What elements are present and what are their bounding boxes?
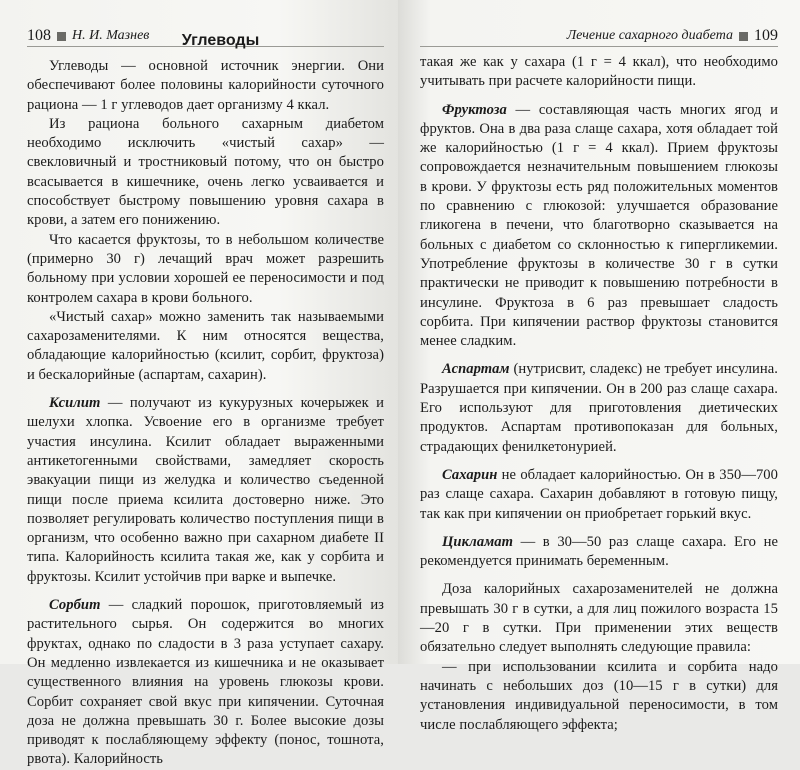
- paragraph: [420, 658, 778, 735]
- paragraph-text: — в 30—50 раз слаще сахара. Его не рекомендуется принимать беременным.: [420, 533, 778, 570]
- paragraph-text: (нутрисвит, сладекс) не требует инсулина. Разрушается при кипячении. Он в 200 раз слаще сахара. Его используют для приготовления диетических продуктов. Аспартам противопоказан для больных, страдающих фенилкетонурией.: [420, 361, 778, 455]
- term: Цикламат: [442, 533, 513, 550]
- paragraph: [420, 533, 778, 572]
- paragraph-text: — при использовании ксилита и сорбита надо начинать с небольших доз (10—15 г в сутки) для установления индивидуальной переносимости, в том числе послабляющего эффекта;: [420, 658, 778, 733]
- left-page: [0, 0, 398, 768]
- paragraph: [27, 57, 384, 115]
- paragraph-text: — получают из кукурузных кочерыжек и шелухи хлопка. Усвоение его в организме требует участия инсулина. Ксилит обладает выраженными антикетогенными свойствами, замедляет скорость эвакуации пищи из желудка и количество съеденной пищи после приема ксилита достоверно ниже. Это позволяет регулировать количество поступления пищи в организм, что особенно важно при сахарном диабете II типа. Калорийность ксилита такая же, как у сорбита и фруктозы. Ксилит устойчив при варке и выпечке.: [27, 395, 384, 585]
- paragraph: [27, 115, 384, 231]
- paragraph: [420, 360, 778, 456]
- paragraph: [420, 466, 778, 524]
- section-title: Углеводы: [181, 32, 260, 49]
- left-page-number: 108: [27, 27, 51, 44]
- term: Сорбит: [49, 597, 101, 614]
- paragraph-text: — сладкий порошок, приготовляемый из растительного сырья. Он содержится во многих фруктах, однако по сладости в 3 раза уступает сахару. Он медленно извлекается из кишечника и не оказывает существенного влияния на уровень глюкозы крови. Сорбит сохраняет свой вкус при кипячении. Суточная доза не должна превышать 30 г. Более высокие дозы приводят к послабляющему эффекту (понос, тошнота, рвота). Калорийность: [27, 597, 384, 768]
- term: Ксилит: [49, 395, 101, 412]
- paragraph: [27, 394, 384, 587]
- paragraph-text: — составляющая часть многих ягод и фруктов. Она в два раза слаще сахара, хотя обладает той же калорийностью (1 г = 4 ккал). Прием фруктозы сопровождается незначительным повышением глюкозы в крови. У фруктозы есть ряд положительных моментов по сравнению с глюкозой: улучшается образование гликогена в печени, что благотворно сказывается на больных с диабетом со склонностью к гипергликемии. Употребление фруктозы в количестве 30 г в сутки практически не приводит к повышению потребности в инсулине. Фруктоза в 6 раз превышает сладость сорбита. При кипячении раствор фруктозы становится менее сладким.: [420, 101, 778, 350]
- paragraph: [27, 596, 384, 770]
- left-running-title: Н. И. Мазнев: [72, 28, 150, 43]
- left-page-body: [27, 57, 384, 770]
- paragraph-text: Доза калорийных сахарозаменителей не должна превышать 30 г в сутки, а для лиц пожилого возраста 15—20 г в сутки. При применении этих веществ обязательно следует выполнять следующие правила:: [420, 581, 778, 656]
- paragraph-text: такая же как у сахара (1 г = 4 ккал), что необходимо учитывать при расчете калорийности пищи.: [420, 54, 778, 90]
- right-page-number: 109: [754, 27, 778, 44]
- paragraph: [27, 308, 384, 385]
- paragraph: [27, 231, 384, 308]
- paragraph-text: «Чистый сахар» можно заменить так называемыми сахарозаменителями. К ним относятся вещества, обладающие калорийностью (ксилит, сорбит, фруктоза) и бескалорийные (аспартам, сахарин).: [27, 308, 384, 383]
- paragraph: [420, 580, 778, 657]
- paragraph-text: Углеводы — основной источник энергии. Они обеспечивают более половины калорийности суточного рациона — 1 г углеводов дает организму 4 ккал.: [27, 58, 384, 113]
- term: Сахарин: [442, 466, 498, 483]
- right-running-title: Лечение сахарного диабета: [566, 28, 733, 43]
- right-running-head: [420, 26, 778, 47]
- paragraph: [420, 53, 778, 92]
- square-ornament-icon: [739, 32, 748, 41]
- term: Аспартам: [442, 361, 510, 378]
- paragraph-text: не обладает калорийностью. Он в 350—700 раз слаще сахара. Сахарин добавляют в готовую пищу, так как при кипячении он приобретает горький вкус.: [420, 466, 778, 522]
- term: Фруктоза: [442, 101, 507, 118]
- paragraph-text: Что касается фруктозы, то в небольшом количестве (примерно 30 г) лечащий врач может разрешить больному при условии хорошей ее переносимости и под контролем сахара в крови больного.: [27, 231, 384, 306]
- right-page-body: [420, 53, 778, 735]
- paragraph-text: Из рациона больного сахарным диабетом необходимо исключить «чистый сахар» — свекловичный и тростниковый потому, что он быстро всасывается в кишечнике, очень легко усваивается и способствует быстрому повышению уровня сахара в крови, а затем его понижению.: [27, 115, 384, 229]
- right-page: [398, 0, 800, 733]
- square-ornament-icon: [57, 32, 66, 41]
- paragraph: [420, 101, 778, 352]
